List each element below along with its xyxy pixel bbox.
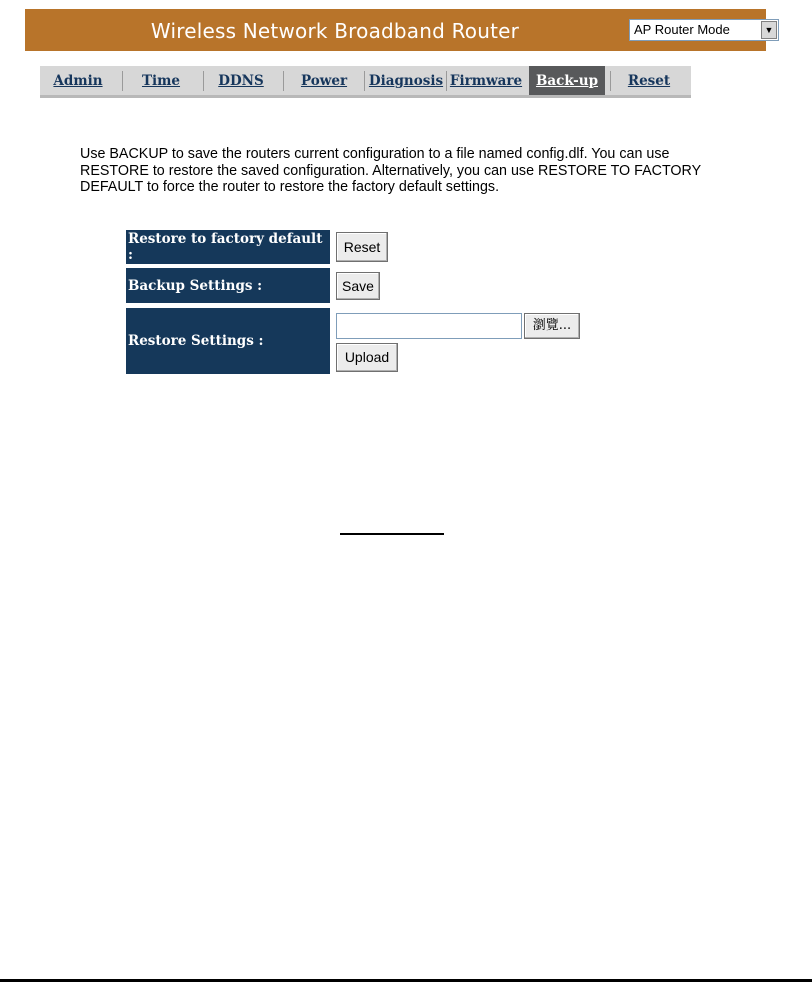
- page-title: Wireless Network Broadband Router: [150, 19, 520, 43]
- browse-button[interactable]: 瀏覽...: [524, 313, 580, 339]
- chevron-down-icon[interactable]: ▼: [761, 21, 777, 39]
- tab-separator: [122, 71, 123, 91]
- upload-button[interactable]: Upload: [336, 343, 398, 372]
- factory-default-label: Restore to factory default :: [126, 230, 330, 264]
- tab-reset[interactable]: Reset: [627, 73, 671, 89]
- description-line: Use BACKUP to save the routers current configuration to a file named config.dlf. You can use: [80, 146, 670, 162]
- save-button[interactable]: Save: [336, 272, 380, 300]
- tab-admin[interactable]: Admin: [53, 73, 103, 89]
- tab-firmware[interactable]: Firmware: [449, 73, 523, 89]
- tab-diagnosis[interactable]: Diagnosis: [368, 73, 444, 89]
- mode-select[interactable]: [629, 19, 779, 41]
- header-banner: [25, 9, 774, 51]
- backup-settings-label: Backup Settings :: [126, 268, 330, 303]
- description-text: [80, 146, 720, 196]
- tab-separator: [446, 71, 447, 91]
- description-line: RESTORE to restore the saved configuration. Alternatively, you can use RESTORE TO FACTORY: [80, 162, 702, 179]
- tab-separator: [610, 71, 611, 91]
- tab-time[interactable]: Time: [141, 73, 181, 89]
- description-line: DEFAULT to force the router to restore the factory default settings.: [80, 179, 500, 195]
- reset-button[interactable]: Reset: [336, 232, 388, 262]
- tab-ddns[interactable]: DDNS: [218, 73, 264, 89]
- mode-select-value: AP Router Mode: [634, 22, 730, 37]
- tab-power[interactable]: Power: [300, 73, 348, 89]
- tab-separator: [203, 71, 204, 91]
- tab-separator: [364, 71, 365, 91]
- divider: [340, 533, 444, 535]
- tab-separator: [283, 71, 284, 91]
- restore-settings-label: Restore Settings :: [126, 308, 330, 374]
- restore-file-input[interactable]: [336, 313, 522, 339]
- tab-backup[interactable]: Back-up: [529, 66, 605, 95]
- tab-bar: [40, 66, 691, 98]
- page-bottom-rule: [0, 979, 812, 982]
